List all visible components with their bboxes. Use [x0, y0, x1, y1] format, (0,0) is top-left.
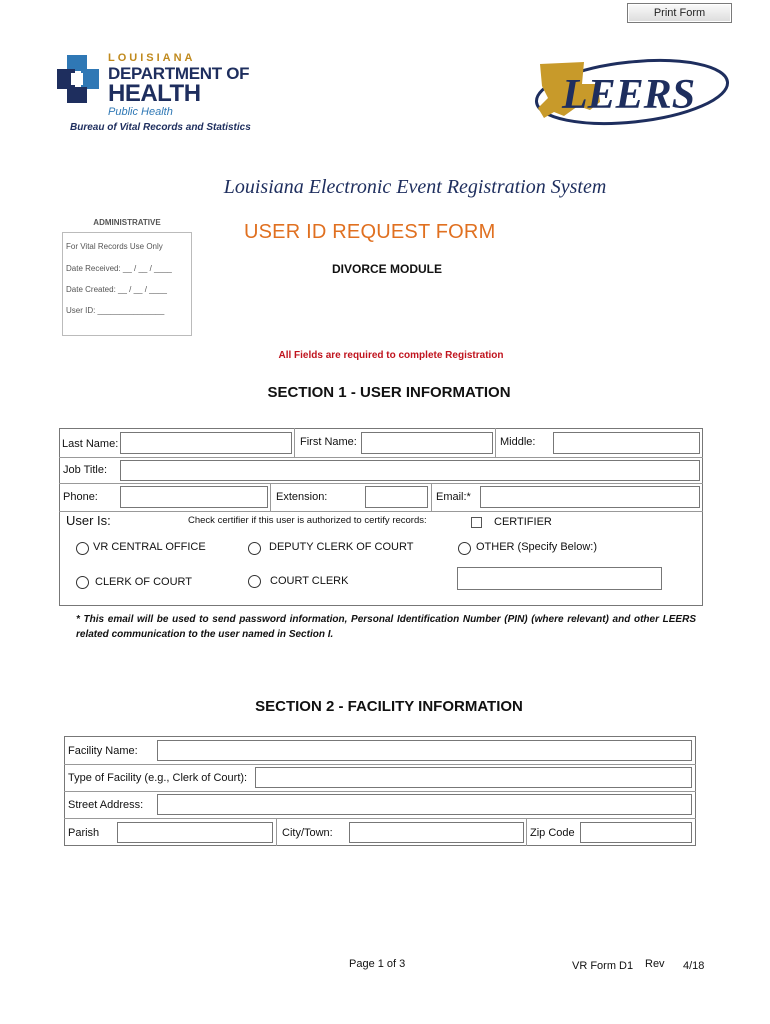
last-name-input[interactable]	[120, 432, 292, 454]
ldh-department-text: DEPARTMENT OF	[108, 64, 250, 83]
first-name-label: First Name:	[300, 436, 357, 448]
user-is-label: User Is:	[66, 513, 111, 528]
street-address-label: Street Address:	[68, 799, 144, 811]
street-address-input[interactable]	[157, 794, 692, 815]
phone-input[interactable]	[120, 486, 268, 508]
parish-input[interactable]	[117, 822, 273, 843]
form-id: VR Form D1	[572, 960, 634, 972]
extension-label: Extension:	[276, 491, 328, 503]
divider	[64, 791, 696, 792]
form-rev-label: Rev	[645, 958, 665, 970]
job-title-label: Job Title:	[63, 464, 108, 476]
ldh-public-health-text: Public Health	[108, 106, 173, 118]
other-radio[interactable]	[458, 542, 471, 555]
job-title-input[interactable]	[120, 460, 700, 481]
vr-central-office-label: VR CENTRAL OFFICE	[93, 541, 206, 553]
divider	[64, 764, 696, 765]
certifier-prompt: Check certifier if this user is authorized to certify records:	[188, 515, 427, 526]
deputy-clerk-radio[interactable]	[248, 542, 261, 555]
middle-label: Middle:	[500, 436, 536, 448]
form-rev-date: 4/18	[683, 960, 705, 972]
email-input[interactable]	[480, 486, 700, 508]
court-clerk-radio[interactable]	[248, 575, 261, 588]
system-title: Louisiana Electronic Event Registration System	[223, 176, 607, 198]
admin-date-created: Date Created: __ / __ / ____	[66, 285, 167, 294]
svg-text:LEERS: LEERS	[562, 72, 696, 118]
module-title: DIVORCE MODULE	[332, 262, 443, 276]
divider	[59, 511, 703, 512]
city-label: City/Town:	[282, 827, 333, 839]
admin-user-id: User ID: _______________	[66, 306, 165, 315]
clerk-of-court-radio[interactable]	[76, 576, 89, 589]
divider	[495, 428, 496, 457]
divider	[59, 457, 703, 458]
email-note: * This email will be used to send password information, Personal Identification Number (PIN) (where relevant) and other LEERS related communication to the user named in Section I.	[76, 614, 696, 640]
form-title: USER ID REQUEST FORM	[244, 221, 496, 243]
admin-for-use: For Vital Records Use Only	[66, 242, 163, 251]
required-note: All Fields are required to complete Registration	[278, 350, 504, 361]
print-form-button[interactable]: Print Form	[627, 3, 732, 23]
facility-type-input[interactable]	[255, 767, 692, 788]
facility-type-label: Type of Facility (e.g., Clerk of Court):	[68, 772, 248, 784]
divider	[59, 483, 703, 484]
first-name-input[interactable]	[361, 432, 493, 454]
divider	[270, 483, 271, 511]
divider	[294, 428, 295, 457]
zip-code-label: Zip Code	[530, 827, 575, 839]
ldh-bureau-text: Bureau of Vital Records and Statistics	[70, 122, 251, 133]
divider	[64, 818, 696, 819]
ldh-cross-logo-icon	[55, 53, 103, 105]
parish-label: Parish	[68, 827, 100, 839]
administrative-label: ADMINISTRATIVE	[93, 218, 161, 227]
facility-name-label: Facility Name:	[68, 745, 138, 757]
city-input[interactable]	[349, 822, 524, 843]
phone-label: Phone:	[63, 491, 98, 503]
other-label: OTHER (Specify Below:)	[476, 541, 598, 553]
ldh-louisiana-text: LOUISIANA	[108, 52, 196, 64]
divider	[276, 818, 277, 846]
middle-name-input[interactable]	[553, 432, 700, 454]
ldh-health-text: HEALTH	[108, 80, 201, 107]
leers-logo-icon	[520, 50, 730, 130]
deputy-clerk-label: DEPUTY CLERK OF COURT	[269, 541, 414, 553]
email-label: Email:*	[436, 491, 471, 503]
divider	[526, 818, 527, 846]
divider	[431, 483, 432, 511]
vr-central-office-radio[interactable]	[76, 542, 89, 555]
section1-title: SECTION 1 - USER INFORMATION	[267, 384, 511, 401]
other-specify-input[interactable]	[457, 567, 662, 590]
extension-input[interactable]	[365, 486, 428, 508]
certifier-label: CERTIFIER	[494, 516, 552, 528]
page-number: Page 1 of 3	[349, 958, 406, 970]
zip-code-input[interactable]	[580, 822, 692, 843]
court-clerk-label: COURT CLERK	[270, 575, 349, 587]
last-name-label: Last Name:	[62, 438, 119, 450]
clerk-of-court-label: CLERK OF COURT	[95, 576, 192, 588]
facility-name-input[interactable]	[157, 740, 692, 761]
section2-title: SECTION 2 - FACILITY INFORMATION	[255, 698, 523, 715]
admin-date-received: Date Received: __ / __ / ____	[66, 264, 172, 273]
certifier-checkbox[interactable]	[471, 517, 482, 528]
